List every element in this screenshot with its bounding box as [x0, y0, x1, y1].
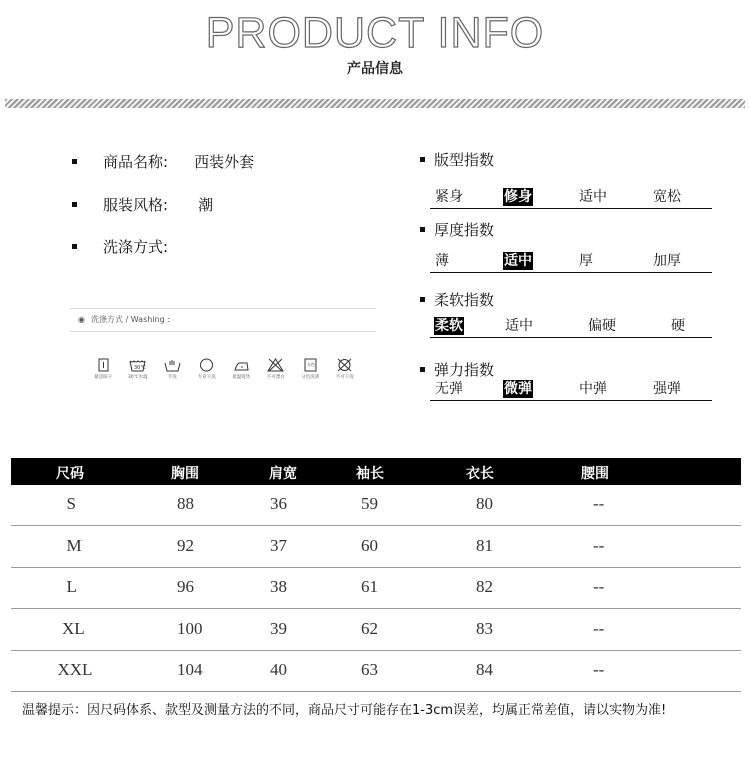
wash-row [72, 236, 168, 257]
size-cell: 82 [476, 577, 493, 596]
wash-label: 洗涤方式: [103, 238, 169, 256]
bullet-icon [420, 297, 425, 302]
size-cell: M [66, 535, 82, 555]
no-bleach-icon [267, 358, 284, 372]
index-option: 适中 [504, 253, 532, 269]
iron-low-icon [233, 358, 250, 372]
index-option: 修身 [504, 189, 532, 205]
svg-text:分色: 分色 [306, 362, 315, 367]
index-option: 适中 [505, 318, 533, 334]
elasticity-index-scale [430, 378, 712, 401]
size-row [11, 568, 741, 609]
size-cell: 100 [177, 618, 203, 638]
product-name-value: 西装外套 [194, 153, 255, 171]
softness-index-label: 柔软指数 [434, 291, 495, 309]
bullet-icon: ◉ [78, 315, 85, 324]
index-option: 厚 [579, 253, 593, 269]
size-cell: 83 [476, 618, 493, 638]
bullet-icon [420, 227, 425, 232]
size-row [11, 527, 741, 568]
size-row [11, 485, 741, 526]
softness-index-scale [430, 315, 712, 338]
hatched-divider [5, 99, 745, 108]
fit-index-label: 版型指数 [434, 151, 495, 169]
index-option: 宽松 [653, 189, 681, 205]
size-row [11, 610, 741, 651]
size-cell: 60 [361, 535, 378, 555]
washing-item [224, 358, 259, 380]
washing-item [259, 358, 294, 380]
thickness-index-label: 厚度指数 [434, 221, 495, 239]
washing-item-label: 低温熨烫 [232, 375, 251, 380]
index-option: 偏硬 [588, 318, 616, 334]
washing-item-label: 30℃水温 [127, 375, 148, 380]
style-value: 潮 [198, 196, 214, 214]
index-option: 紧身 [435, 189, 463, 205]
size-cell: S [66, 494, 76, 513]
bullet-icon [420, 157, 425, 162]
size-cell: 104 [177, 660, 203, 679]
size-cell: -- [593, 535, 605, 555]
size-tip: 温馨提示：因尺码体系、款型及测量方法的不同，商品尺寸可能存在1-3cm误差，均属正常差值，请以实物为准! [22, 703, 667, 718]
size-cell: 37 [270, 535, 287, 555]
size-table-header [11, 458, 741, 485]
size-cell: 92 [177, 535, 194, 555]
washing-item-label: 不可漂白 [266, 375, 285, 380]
dry-clean-icon [198, 358, 215, 372]
size-cell: 63 [361, 660, 378, 679]
product-name-label: 商品名称: [103, 153, 169, 171]
size-cell: 39 [270, 618, 287, 638]
thickness-index-scale [430, 250, 712, 273]
index-option: 加厚 [653, 253, 681, 269]
index-option: 柔软 [435, 318, 463, 334]
size-cell: 88 [177, 494, 194, 513]
no-tumble-dry-icon [336, 358, 353, 372]
elasticity-index-title [420, 359, 494, 380]
page-subtitle: 产品信息 [347, 61, 403, 77]
washing-instructions-card [70, 300, 376, 395]
size-column-header: 腰围 [581, 466, 609, 482]
page-title: PRODUCT INFO [205, 9, 545, 57]
washing-item [328, 358, 363, 380]
hand-wash-icon [164, 358, 181, 372]
thickness-index-title [420, 219, 494, 240]
svg-text:30℃: 30℃ [134, 365, 147, 371]
size-cell: 80 [476, 494, 493, 513]
fit-index-title [420, 149, 494, 170]
product-name-row [72, 151, 254, 172]
size-cell: -- [593, 660, 605, 679]
washing-header [70, 308, 376, 332]
bullet-icon [72, 159, 77, 164]
softness-index-title [420, 289, 494, 310]
bullet-icon [72, 244, 77, 249]
size-cell: 81 [476, 535, 493, 555]
fit-index-scale [430, 186, 712, 209]
washing-item [155, 358, 190, 380]
size-cell: -- [593, 577, 605, 596]
index-option: 无弹 [435, 381, 463, 397]
hand-wash-tub-icon [95, 358, 112, 372]
washing-item-label: 手洗 [167, 375, 177, 380]
size-column-header: 衣长 [466, 466, 494, 482]
washing-item-label: 专业干洗 [197, 375, 216, 380]
size-cell: -- [593, 494, 605, 513]
index-option: 适中 [579, 189, 607, 205]
index-option: 强弹 [653, 381, 681, 397]
size-cell: 40 [270, 660, 287, 679]
size-column-header: 胸围 [171, 466, 199, 482]
size-cell: 62 [361, 618, 378, 638]
size-row [11, 651, 741, 692]
index-option: 中弹 [579, 381, 607, 397]
washing-item [86, 358, 121, 380]
washing-icons [86, 358, 362, 380]
washing-item [121, 358, 156, 380]
bullet-icon [420, 367, 425, 372]
wash-30-icon [129, 358, 146, 372]
size-cell: 84 [476, 660, 493, 679]
elasticity-index-label: 弹力指数 [434, 361, 495, 379]
size-cell: -- [593, 618, 605, 638]
size-cell: 61 [361, 577, 378, 596]
size-column-header: 袖长 [356, 466, 384, 482]
washing-item-label: 分色洗涤 [301, 375, 320, 380]
style-label: 服装风格: [103, 196, 169, 214]
washing-title: 洗涤方式 / Washing : [90, 315, 170, 324]
index-option: 硬 [671, 318, 685, 334]
washing-item [190, 358, 225, 380]
size-cell: XL [62, 618, 85, 638]
index-option: 微弹 [504, 381, 532, 397]
size-column-header: 尺码 [56, 466, 84, 482]
size-column-header: 肩宽 [269, 466, 297, 482]
washing-item [293, 358, 328, 380]
washing-item-label: 不可干洗 [335, 375, 354, 380]
wash-separately-icon [302, 358, 319, 372]
size-cell: L [66, 577, 77, 596]
size-cell: 38 [270, 577, 287, 596]
bullet-icon [72, 202, 77, 207]
size-cell: 96 [177, 577, 194, 596]
size-cell: 36 [270, 494, 287, 513]
washing-item-label: 最适晾干 [94, 375, 113, 380]
index-option: 薄 [435, 253, 449, 269]
style-row [72, 194, 213, 215]
size-cell: 59 [361, 494, 378, 513]
size-cell: XXL [57, 660, 93, 679]
